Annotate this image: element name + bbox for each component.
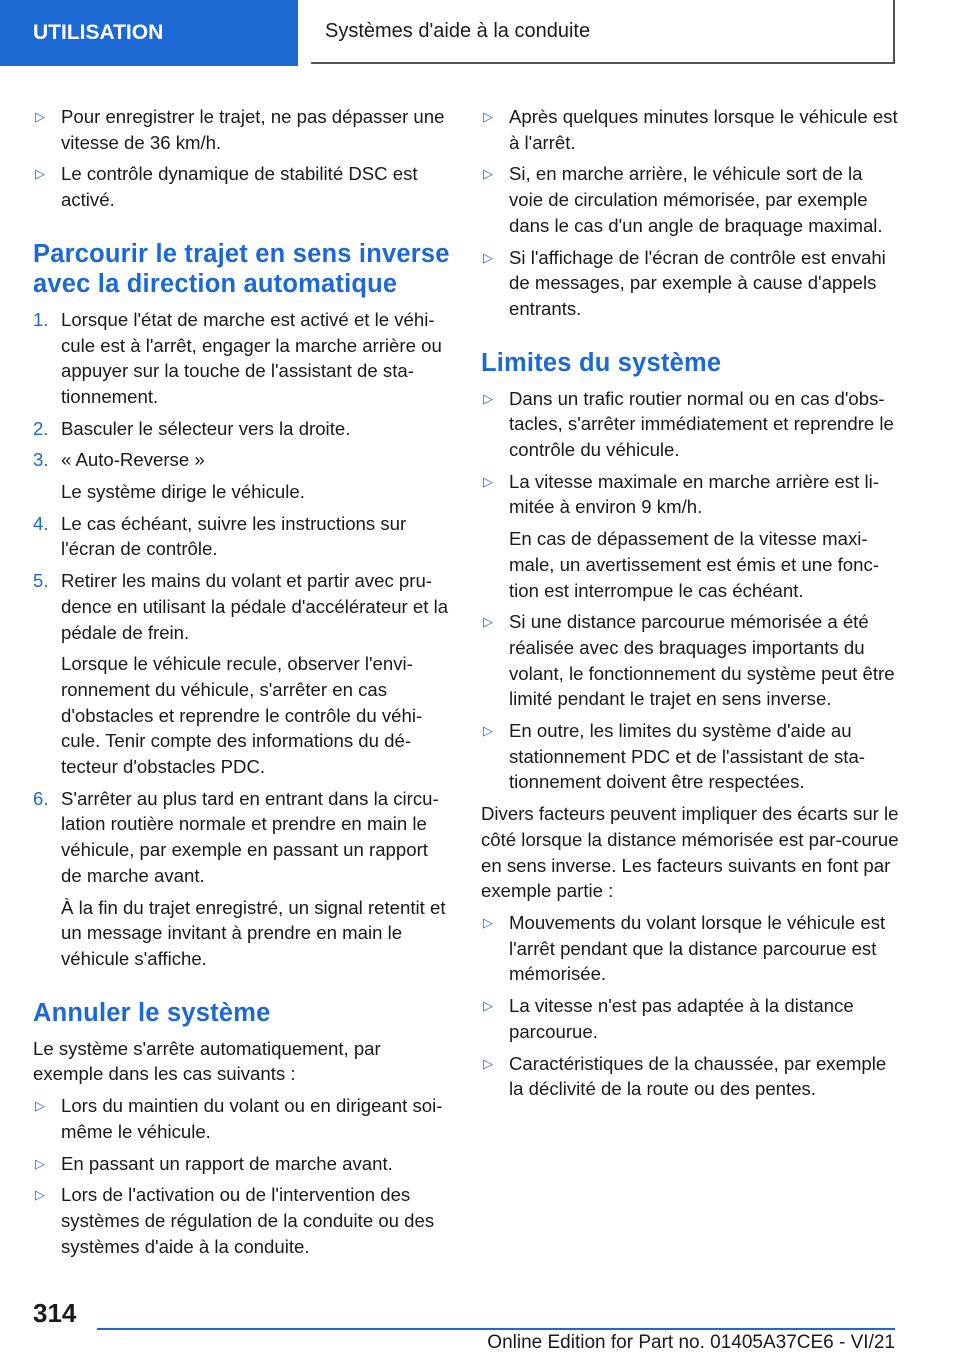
section-heading: Parcourir le trajet en sens inverse avec la direction automatique — [33, 239, 450, 298]
list-item: ▷ Lors du maintien du volant ou en dirigeant soi-même le véhicule. — [33, 1093, 453, 1144]
triangle-bullet-icon: ▷ — [483, 109, 493, 124]
list-item: ▷ La vitesse maximale en marche arrière est li‐mitée à environ 9 km/h. — [481, 469, 901, 520]
list-item: ▷ Caractéristiques de la chaussée, par exemple la déclivité de la route ou des pentes. — [481, 1051, 901, 1102]
list-item: ▷ En outre, les limites du système d'aide au stationnement PDC et de l'assistant de sta‐tionnement doivent être respectées. — [481, 718, 901, 795]
list-item: ▷ Si, en marche arrière, le véhicule sort de la voie de circulation mémorisée, par exemple dans le cas d'un angle de braquage maximal. — [481, 161, 901, 238]
edition-note: Online Edition for Part no. 01405A37CE6 - VI/21 — [487, 1332, 895, 1353]
triangle-bullet-icon: ▷ — [483, 614, 493, 630]
page-header — [0, 0, 960, 66]
list-item: ▷ En passant un rapport de marche avant. — [33, 1151, 453, 1177]
step-item: 6. S'arrêter au plus tard en entrant dans la circu‐lation routière normale et prendre en main le véhicule, par exemple en passant un rapport de marche avant. — [33, 787, 439, 886]
step-item: 5. Retirer les mains du volant et partir avec pru‐dence en utilisant la pédale d'accélérateur et la pédale de frein. — [33, 570, 449, 643]
list-item: ▷ La vitesse n'est pas adaptée à la distance parcourue. — [481, 993, 901, 1044]
triangle-bullet-icon: ▷ — [35, 1098, 45, 1114]
list-item: ▷ Mouvements du volant lorsque le véhicule est l'arrêt pendant que la distance parcourue est mémorisée. — [481, 910, 901, 987]
step-note: Le système dirige le véhicule. — [61, 481, 305, 503]
triangle-bullet-icon: ▷ — [483, 390, 493, 406]
step-item: 2. Basculer le sélecteur vers la droite. — [33, 417, 351, 439]
triangle-bullet-icon: ▷ — [35, 1155, 45, 1171]
list-item: ▷ Dans un trafic routier normal ou en cas d'obs‐tacles, s'arrêter immédiatement et reprendre le contrôle du véhicule. — [481, 386, 901, 463]
triangle-bullet-icon: ▷ — [483, 1055, 493, 1071]
step-item: 4. Le cas échéant, suivre les instructions sur l'écran de contrôle. — [33, 512, 407, 560]
triangle-bullet-icon: ▷ — [35, 109, 45, 124]
section-heading: Limites du système — [481, 348, 722, 377]
right-column — [481, 104, 901, 1108]
triangle-bullet-icon: ▷ — [483, 723, 493, 739]
bullet-note: En cas de dépassement de la vitesse maxi‐male, un avertissement est émis et une fonc‐tion est interrompue le cas échéant. — [509, 528, 879, 601]
step-note: Lorsque le véhicule recule, observer l'envi‐ronnement du véhicule, s'arrêter en cas d'obstacles et reprendre le contrôle du véhi‐cule. Tenir compte des informations du dé‐tecteur d'obstacles PDC. — [61, 653, 423, 778]
list-item: ▷ Lors de l'activation ou de l'intervention des systèmes de régulation de la conduite ou des systèmes d'aide à la conduite. — [33, 1182, 453, 1259]
triangle-bullet-icon: ▷ — [483, 166, 493, 182]
triangle-bullet-icon: ▷ — [35, 166, 45, 182]
footer-divider — [97, 1328, 895, 1330]
section-heading: Annuler le système — [33, 998, 271, 1027]
step-item: 3. « Auto-Reverse » — [33, 449, 205, 471]
list-item: ▷ Le contrôle dynamique de stabilité DSC est activé. — [33, 161, 453, 212]
left-column — [33, 104, 453, 1265]
list-item: ▷ Après quelques minutes lorsque le véhicule est à l'arrêt. — [481, 104, 901, 155]
section-tab: UTILISATION — [0, 0, 298, 66]
triangle-bullet-icon: ▷ — [483, 914, 493, 930]
triangle-bullet-icon: ▷ — [483, 249, 493, 265]
list-item: ▷ Si une distance parcourue mémorisée a été réalisée avec des braquages importants du volant, le fonctionnement du système peut être limité pendant le trajet en sens inverse. — [481, 609, 901, 712]
step-item: 1. Lorsque l'état de marche est activé et le véhi‐cule est à l'arrêt, engager la marche arrière ou appuyer sur la touche de l'assistant de sta‐tionnement. — [33, 308, 442, 407]
chapter-title: Systèmes d'aide à la conduite — [311, 0, 895, 64]
list-item: ▷ Si l'affichage de l'écran de contrôle est envahi de messages, par exemple à cause d'appels entrants. — [481, 245, 901, 322]
triangle-bullet-icon: ▷ — [483, 473, 493, 489]
triangle-bullet-icon: ▷ — [483, 998, 493, 1014]
page-number: 314 — [33, 1298, 77, 1328]
step-note: À la fin du trajet enregistré, un signal retentit et un message invitant à prendre en main le véhicule s'affiche. — [61, 896, 446, 969]
triangle-bullet-icon: ▷ — [35, 1187, 45, 1203]
paragraph: Divers facteurs peuvent impliquer des écarts sur le côté lorsque la distance mémorisée est par‐courue en sens inverse. Les facteurs suivants en font par exemple partie : — [481, 803, 899, 902]
paragraph: Le système s'arrête automatiquement, par exemple dans les cas suivants : — [33, 1037, 381, 1085]
list-item: ▷ Pour enregistrer le trajet, ne pas dépasser une vitesse de 36 km/h. — [33, 104, 453, 155]
